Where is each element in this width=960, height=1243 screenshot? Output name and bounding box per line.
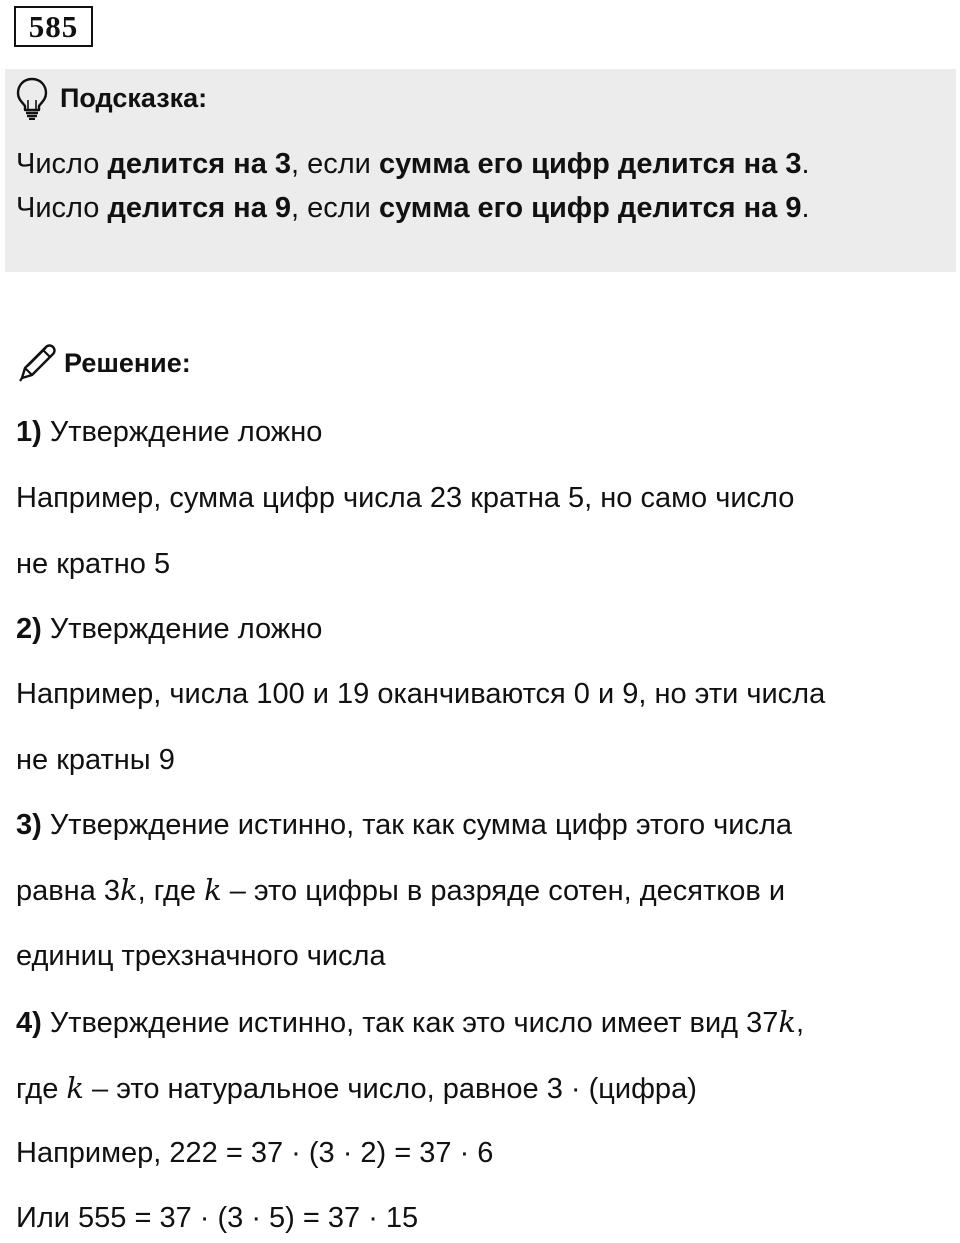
math-variable: k: [778, 1005, 796, 1039]
item-text: Утверждение истинно, так как это число имеет вид 37: [41, 1007, 779, 1039]
hint-header: [14, 76, 207, 120]
item-4-statement: [16, 1002, 804, 1043]
hint-bold: делится на 3: [107, 148, 292, 180]
item-text: ,: [795, 1007, 805, 1039]
item-text: равна 3: [16, 875, 120, 907]
item-3-line-3: единиц трехзначного числа: [16, 940, 386, 972]
pencil-icon: [16, 342, 58, 384]
item-text: – это натуральное число, равное 3 · (цифра): [83, 1073, 697, 1105]
item-text: Утверждение истинно, так как сумма цифр этого числа: [41, 809, 793, 841]
item-text: – это цифры в разряде сотен, десятков и: [221, 875, 786, 907]
item-2-example-cont: не кратны 9: [16, 744, 175, 776]
hint-bold: сумма его цифр делится на 9: [378, 192, 802, 224]
item-1-statement: [16, 412, 322, 452]
lightbulb-icon: [14, 76, 50, 120]
hint-text: Число: [16, 192, 108, 224]
item-number: 3): [16, 809, 42, 841]
hint-title: Подсказка:: [60, 82, 208, 113]
math-variable: k: [66, 1071, 84, 1105]
item-4-line-2: [16, 1068, 697, 1109]
item-3-line-2: [16, 870, 785, 911]
item-text: где: [16, 1073, 67, 1105]
item-4-example-2: Или 555 = 37 · (3 · 5) = 37 · 15: [16, 1202, 419, 1234]
item-2-statement: [16, 609, 322, 649]
task-number: 585: [14, 6, 93, 47]
hint-text: .: [801, 148, 810, 180]
item-3-statement: [16, 805, 792, 845]
hint-rule-3: [16, 144, 810, 184]
math-variable: k: [204, 873, 222, 907]
item-number: 1): [16, 416, 42, 448]
solution-title: Решение:: [64, 347, 191, 378]
item-1-example: Например, сумма цифр числа 23 кратна 5, но само число: [16, 482, 795, 514]
item-text: Утверждение ложно: [41, 416, 323, 448]
item-number: 2): [16, 613, 42, 645]
item-2-example: Например, числа 100 и 19 оканчиваются 0 и 9, но эти числа: [16, 678, 826, 710]
hint-rule-9: [16, 188, 810, 228]
hint-text: , если: [291, 192, 379, 224]
hint-bold: делится на 9: [107, 192, 292, 224]
item-text: Утверждение ложно: [41, 613, 323, 645]
solution-header: [16, 340, 191, 386]
item-4-example: Например, 222 = 37 · (3 · 2) = 37 · 6: [16, 1137, 494, 1169]
hint-text: .: [801, 192, 810, 224]
item-text: , где: [137, 875, 205, 907]
hint-bold: сумма его цифр делится на 3: [378, 148, 802, 180]
item-number: 4): [16, 1007, 42, 1039]
item-1-example-cont: не кратно 5: [16, 548, 171, 580]
math-variable: k: [120, 873, 138, 907]
hint-text: , если: [291, 148, 379, 180]
hint-text: Число: [16, 148, 108, 180]
